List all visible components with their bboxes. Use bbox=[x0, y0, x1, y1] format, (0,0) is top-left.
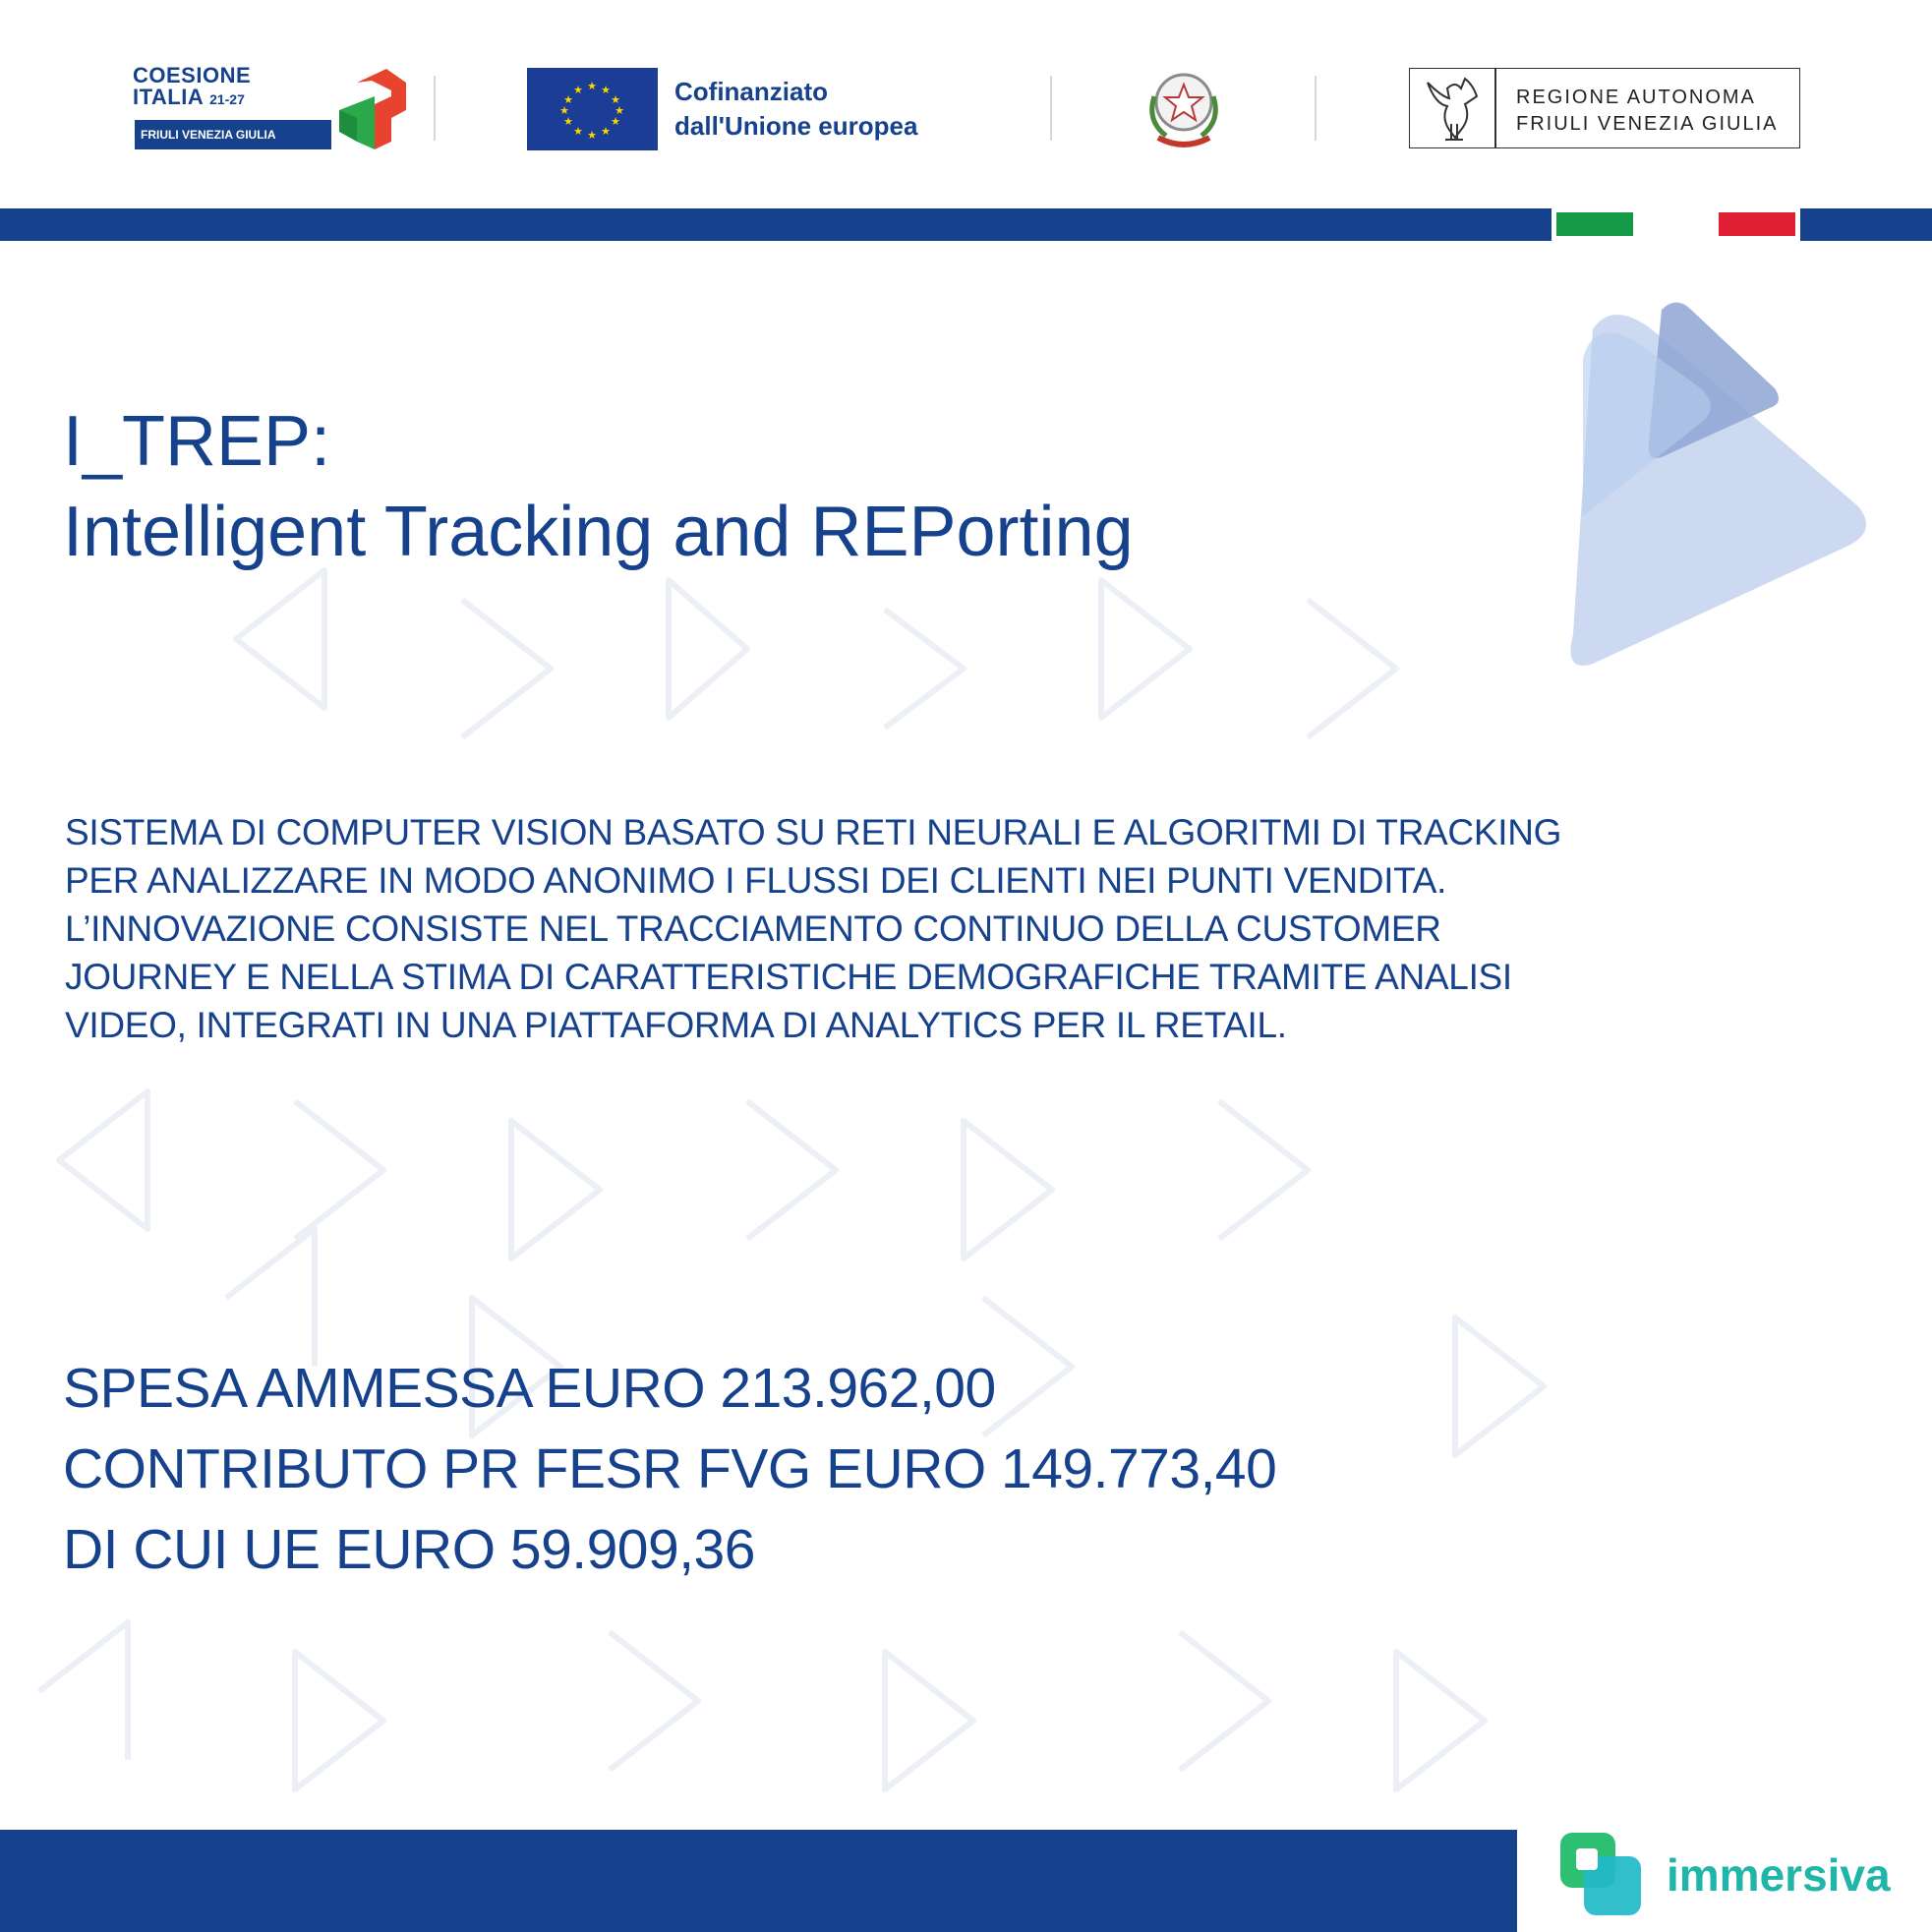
regione-divider bbox=[1494, 69, 1496, 147]
flag-stripe-red bbox=[1719, 212, 1795, 236]
spesa-ammessa: SPESA AMMESSA EURO 213.962,00 bbox=[63, 1357, 996, 1420]
coesione-years: 21-27 bbox=[209, 91, 245, 107]
project-description: SISTEMA DI COMPUTER VISION BASATO SU RETI NEURALI E ALGORITMI DI TRACKING PER ANALIZZARE IN MODO ANONIMO I FLUSSI DEI CLIENTI NEI PUNTI VENDITA. L’INNOVAZIONE CONSISTE NEL TRACCIAMENTO CONTINUO DELLA CUSTOMER JOURNEY E NELLA STIMA DI CARATTERISTICHE DEMOGRAFICHE TRAMITE ANALISI VIDEO, INTEGRATI IN UNA PIATTAFORMA DI ANALYTICS PER IL RETAIL. bbox=[65, 812, 1562, 1045]
svg-text:★: ★ bbox=[587, 80, 597, 92]
svg-text:★: ★ bbox=[587, 129, 597, 142]
immersiva-logo-icon bbox=[1558, 1831, 1647, 1919]
regione-line2: FRIULI VENEZIA GIULIA bbox=[1516, 113, 1779, 135]
header-divider bbox=[1050, 76, 1052, 141]
svg-text:★: ★ bbox=[573, 125, 583, 138]
svg-text:★: ★ bbox=[601, 125, 611, 138]
project-title-full: Intelligent Tracking and REPorting bbox=[63, 493, 1134, 571]
coesione-region: FRIULI VENEZIA GIULIA bbox=[135, 120, 331, 149]
decorative-triangles bbox=[1553, 300, 1878, 673]
header-stripe-blue-right bbox=[1800, 208, 1932, 241]
footer-band bbox=[0, 1830, 1517, 1932]
coesione-cube-icon bbox=[318, 61, 406, 149]
regione-text bbox=[1516, 85, 1779, 138]
project-title-acronym: I_TREP: bbox=[63, 402, 331, 481]
svg-text:★: ★ bbox=[573, 84, 583, 96]
contributo-fesr: CONTRIBUTO PR FESR FVG EURO 149.773,40 bbox=[63, 1437, 1277, 1500]
coesione-line1: COESIONE bbox=[133, 63, 252, 88]
header-stripe-blue bbox=[0, 208, 1551, 241]
eu-line1: Cofinanziato bbox=[674, 77, 828, 106]
eagle-icon bbox=[1422, 75, 1483, 142]
svg-text:★: ★ bbox=[563, 115, 573, 128]
svg-text:★: ★ bbox=[563, 93, 573, 106]
header-divider bbox=[1315, 76, 1317, 141]
header-divider bbox=[434, 76, 436, 141]
flag-stripe-green bbox=[1556, 212, 1633, 236]
regione-line1: REGIONE AUTONOMA bbox=[1516, 87, 1756, 108]
coesione-italia-logo bbox=[133, 61, 403, 154]
italian-republic-emblem bbox=[1144, 67, 1223, 151]
immersiva-brand: immersiva bbox=[1667, 1849, 1891, 1901]
background-pattern bbox=[0, 551, 1932, 1829]
contributo-ue: DI CUI UE EURO 59.909,36 bbox=[63, 1518, 755, 1581]
svg-text:★: ★ bbox=[601, 84, 611, 96]
coesione-line2: ITALIA bbox=[133, 85, 204, 109]
svg-text:★: ★ bbox=[611, 93, 620, 106]
svg-text:★: ★ bbox=[615, 104, 624, 117]
eu-flag-icon bbox=[527, 68, 658, 150]
regione-fvg-logo bbox=[1409, 68, 1800, 148]
svg-text:★: ★ bbox=[559, 104, 569, 117]
svg-text:★: ★ bbox=[611, 115, 620, 128]
eu-line2: dall'Unione europea bbox=[674, 111, 918, 141]
eu-cofinanced-text bbox=[674, 75, 917, 144]
